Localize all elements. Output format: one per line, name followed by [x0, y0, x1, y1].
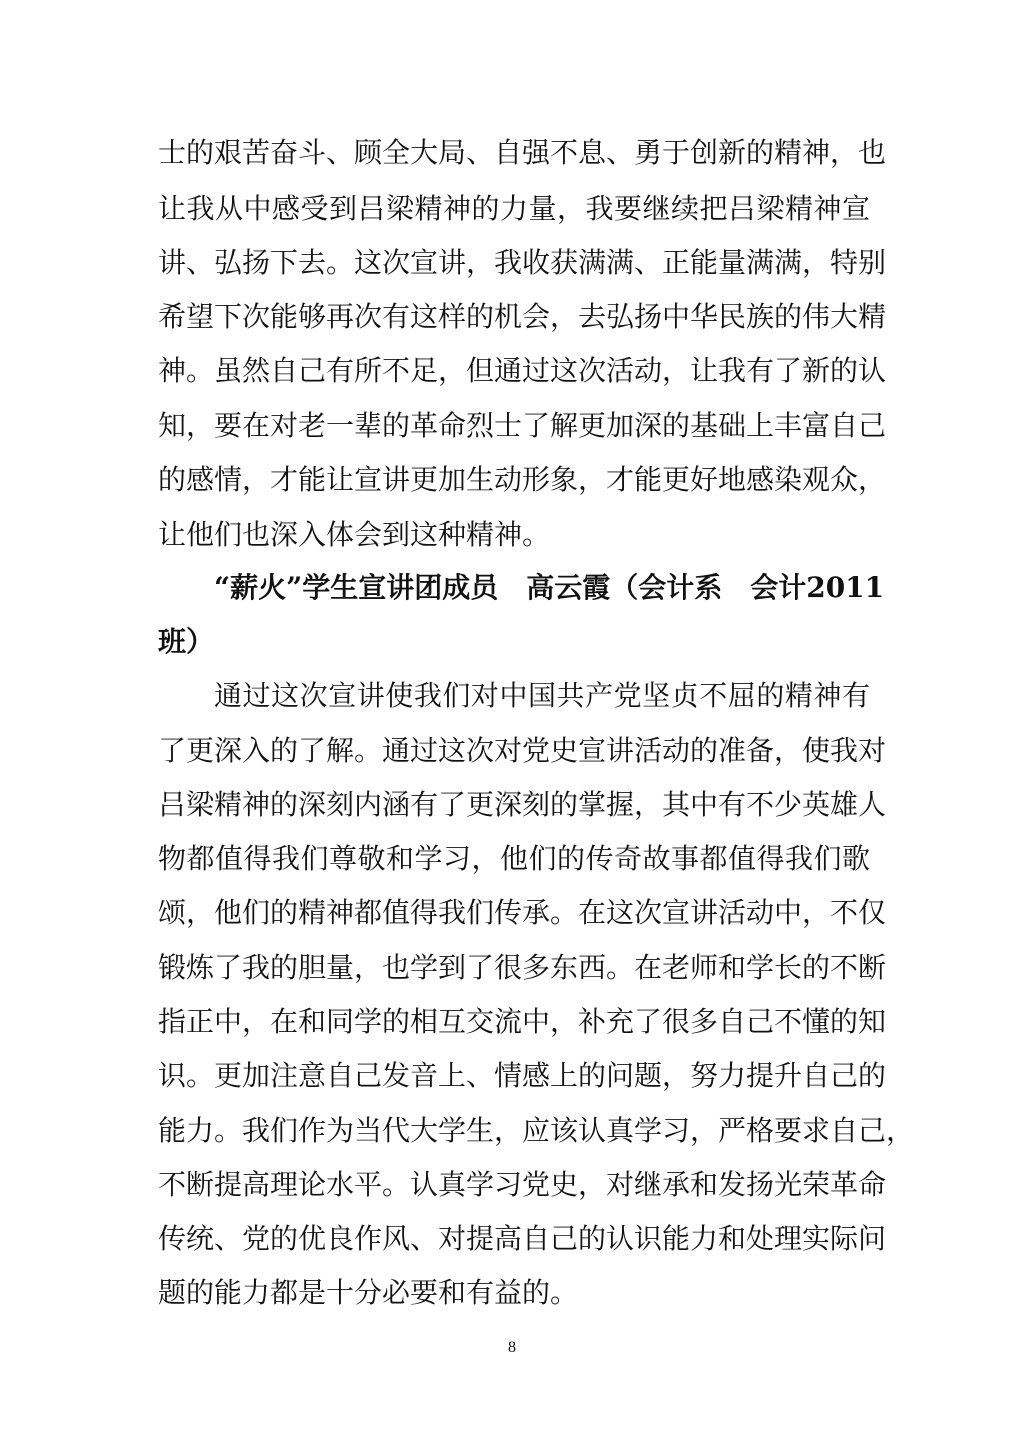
section-heading: “薪火”学生宣讲团成员 高云霞（会计系 会计2011	[214, 571, 885, 604]
paragraph-line: 知，要在对老一辈的革命烈士了解更加深的基础上丰富自己	[158, 409, 887, 442]
paragraph-line: 指正中，在和同学的相互交流中，补充了很多自己不懂的知	[158, 1005, 887, 1038]
paragraph-line: 传统、党的优良作风、对提高自己的认识能力和处理实际问	[158, 1222, 887, 1255]
paragraph-line: 了更深入的了解。通过这次对党史宣讲活动的准备，使我对	[158, 734, 887, 767]
paragraph-line: 让他们也深入体会到这种精神。	[158, 518, 551, 551]
section-heading: 班）	[158, 625, 215, 658]
paragraph-line: 识。更加注意自己发音上、情感上的问题，努力提升自己的	[158, 1059, 887, 1092]
paragraph-line: 的感情，才能让宣讲更加生动形象，才能更好地感染观众，	[158, 463, 887, 496]
paragraph-line: 吕梁精神的深刻内涵有了更深刻的掌握，其中有不少英雄人	[158, 788, 887, 821]
paragraph-line: 题的能力都是十分必要和有益的。	[158, 1276, 579, 1309]
page-number: 8	[508, 1339, 516, 1356]
paragraph-line: 让我从中感受到吕梁精神的力量，我要继续把吕梁精神宣	[158, 192, 870, 225]
paragraph-line: 能力。我们作为当代大学生，应该认真学习，严格要求自己，	[158, 1114, 915, 1147]
paragraph-line: 通过这次宣讲使我们对中国共产党坚贞不屈的精神有	[214, 679, 870, 712]
paragraph-line: 颂，他们的精神都值得我们传承。在这次宣讲活动中，不仅	[158, 896, 887, 929]
paragraph-line: 神。虽然自己有所不足，但通过这次活动，让我有了新的认	[158, 354, 887, 387]
paragraph-line: 讲、弘扬下去。这次宣讲，我收获满满、正能量满满，特别	[158, 246, 887, 279]
paragraph-line: 锻炼了我的胆量，也学到了很多东西。在老师和学长的不断	[158, 951, 887, 984]
paragraph-line: 不断提高理论水平。认真学习党史，对继承和发扬光荣革命	[158, 1168, 887, 1201]
paragraph-line: 物都值得我们尊敬和学习，他们的传奇故事都值得我们歌	[158, 842, 870, 875]
paragraph-line: 希望下次能够再次有这样的机会，去弘扬中华民族的伟大精	[158, 300, 887, 333]
paragraph-line: 士的艰苦奋斗、顾全大局、自强不息、勇于创新的精神，也	[158, 136, 887, 169]
